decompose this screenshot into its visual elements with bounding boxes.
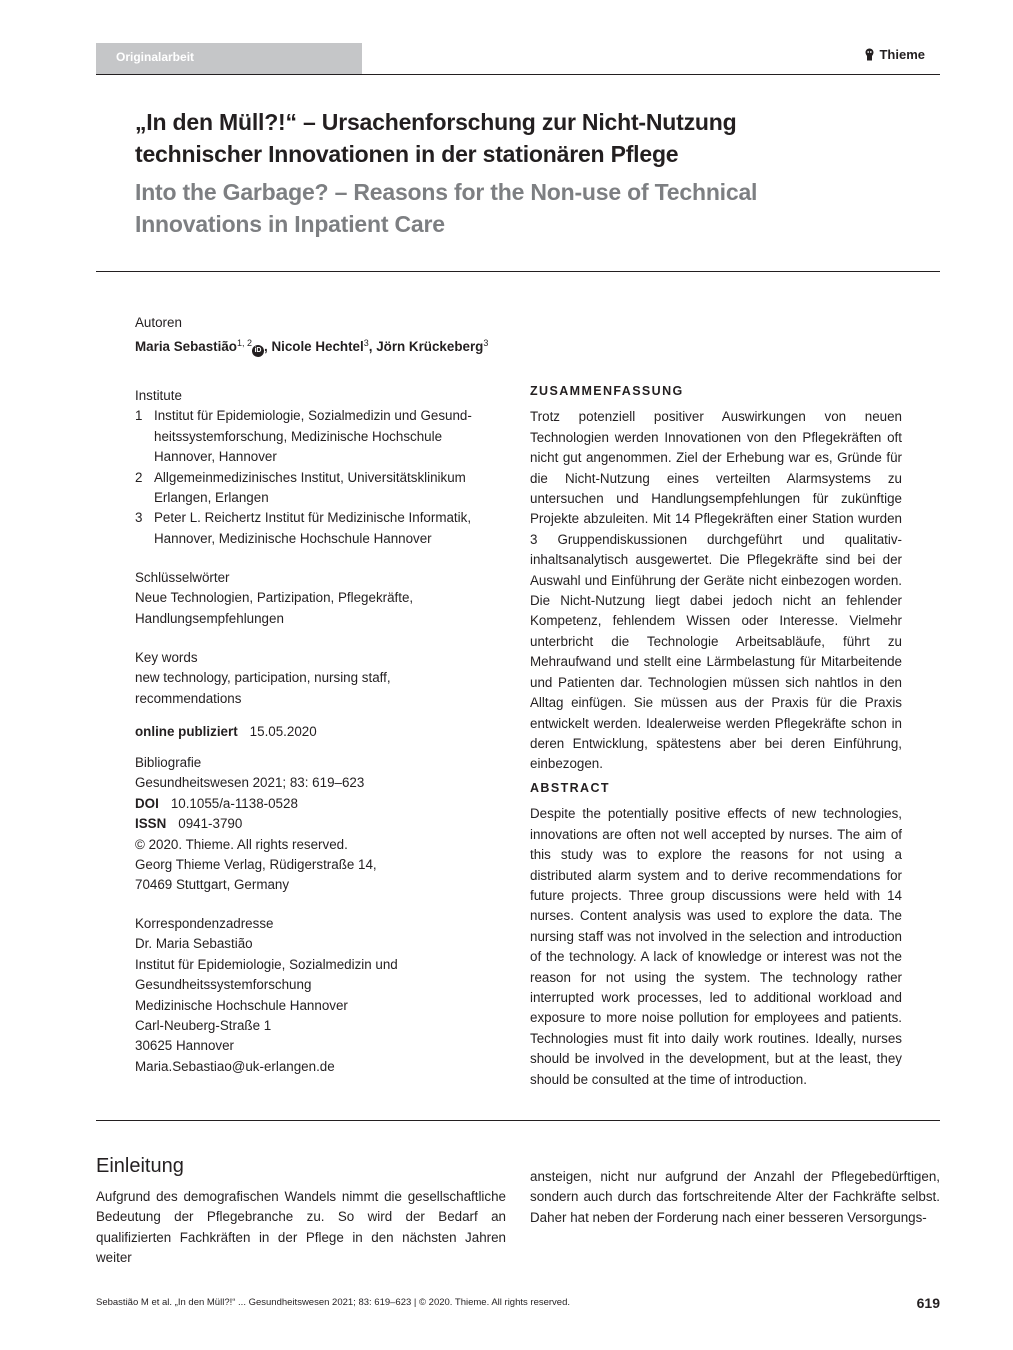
correspondence-line: Carl-Neuberg-Straße 1 <box>135 1018 272 1034</box>
abstract-block <box>530 778 902 1090</box>
zusammenfassung-heading: ZUSAMMENFASSUNG <box>530 384 684 398</box>
correspondence-line: Dr. Maria Sebastião <box>135 936 253 952</box>
author-affiliation: 3 <box>483 338 489 349</box>
authors-list: Maria Sebastião$^{1, 2}$iD , Nicole Hechtel$^3$, Jörn Krückeberg$^3$ <box>135 333 500 357</box>
doi-line: DOI 10.1055/a-1138-0528 <box>135 795 298 811</box>
title-english-line2: Innovations in Inpatient Care <box>135 211 445 237</box>
bibliography-heading: Bibliografie <box>135 755 202 770</box>
author-name: Maria Sebastião <box>135 339 237 355</box>
authors-heading: Autoren <box>135 315 182 330</box>
title-rule <box>96 271 940 272</box>
author-name: Jörn Krückeberg <box>376 339 484 355</box>
keywords-en-line: recommendations <box>135 690 242 706</box>
list-item: 2 Allgemeinmedizinisches Institut, Universitätsklinikum Erlangen, Erlangen <box>135 469 466 506</box>
email-link[interactable]: Maria.Sebastiao@uk-erlangen.de <box>135 1058 335 1074</box>
institutes-heading: Institute <box>135 388 182 403</box>
body-rule <box>96 1120 940 1121</box>
list-item: 3 Peter L. Reichertz Institut für Medizinische Informatik, Hannover, Medizinische Hochschule Hannover <box>135 510 472 546</box>
keywords-en-block <box>135 648 500 709</box>
section-heading-einleitung: Einleitung <box>96 1155 184 1177</box>
title-german-line2: technischer Innovationen in der stationären Pflege <box>135 141 679 167</box>
published-date: 15.05.2020 <box>249 724 317 739</box>
body-text-left: Aufgrund des demografischen Wandels nimmt die gesellschaftliche Bedeutung der Pflegebranche zu. So wird der Bedarf an qualifizierten Fachkräften in der Pflege in den nächsten Jahren weiter <box>96 1189 506 1266</box>
abstract-text: Despite the potentially positive effects of new technologies, innovations are often not well accepted by nurses. The aim of this study was to explore the reasons for not using a distributed alarm system and to derive recommendations for future projects. Three group discussions were held with 14 nurses. Content analysis was used to explore the data. The nursing staff was not involved in the selection and introduction of the technology. A lack of knowledge or interest was not the reason for not using the system. The technology rather interrupted work processes, led to additional workload and exposure to more noise pollution for employees and patients. Technologies must fit into daily work routines. Ideally, nurses should be involved in the development, but at the least, they should be consulted at the time of introduction. <box>530 806 902 1087</box>
title-german <box>135 106 895 170</box>
published-label: online publiziert <box>135 724 238 739</box>
keywords-en-line: new technology, participation, nursing staff, <box>135 670 391 686</box>
correspondence-block <box>135 914 500 1077</box>
orcid-icon[interactable]: iD <box>252 345 264 357</box>
keywords-de-heading: Schlüsselwörter <box>135 570 230 585</box>
footer-citation: Sebastião M et al. „In den Müll?!“ ... Gesundheitswesen 2021; 83: 619–623 | © 2020. Thieme. All rights reserved. <box>96 1297 571 1308</box>
header-rule <box>96 74 940 75</box>
title-german-line1: „In den Müll?!“ – Ursachenforschung zur Nicht-Nutzung <box>135 109 737 135</box>
section-label: Originalarbeit <box>96 43 362 74</box>
zusammenfassung-text: Trotz potenziell positiver Auswirkungen von neuen Technologien werden Innovationen von den Pflegekräften oft nicht gut angenommen. Ziel der Erhebung war es, Gründe für die Nicht-Nutzung eines verteilten Alarmsystems zu untersuchen und Handlungsempfehlungen für zukünftige Projekte abzuleiten. Mit 14 Pflegekräften einer Station wurden 3 Gruppendiskussionen durchgeführt und qualitativ-inhaltsanalytisch ausgewertet. Die Pflegekräfte sind bei der Auswahl und Einführung der Geräte nicht einbezogen worden. Die Nicht-Nutzung liegt dabei jedoch nicht an fehlender Kompetenz, fehlendem Wissen oder Interesse. Vielmehr unterbricht die Technologie Arbeitsabläufe, führt zu Mehraufwand und stellt eine Lärmbelastung für Mitarbeitende und Patienten dar. Technologien müssen sich nahtlos in den Alltag einfügen. Sie müssen aus der Praxis für die Praxis entwickelt werden. Idealerweise werden Pflegekräfte schon in deren Entwicklung, spätestens aber bei deren Einführung, einbezogen. <box>530 409 902 772</box>
publisher-address: Georg Thieme Verlag, Rüdigerstraße 14, <box>135 857 377 873</box>
bibliography-journal: Gesundheitswesen 2021; 83: 619–623 <box>135 775 365 791</box>
author-name: Nicole Hechtel <box>271 339 364 355</box>
correspondence-line: 30625 Hannover <box>135 1038 235 1054</box>
copyright-line: © 2020. Thieme. All rights reserved. <box>135 836 348 852</box>
list-item: 1 Institut für Epidemiologie, Sozialmedizin und Gesund- heitssystemforschung, Medizinische Hochschule Hannover, Hannover <box>135 408 472 465</box>
keywords-de-line: Neue Technologien, Partizipation, Pflegekräfte, <box>135 590 414 606</box>
zusammenfassung-block <box>530 381 902 775</box>
body-text-right: ansteigen, nicht nur aufgrund der Anzahl der Pflegebedürftigen, sondern auch durch das fortschreitende Alter der Fachkräfte selbst. Daher hat neben der Forderung nach einer besseren Versorgungs- <box>530 1169 940 1225</box>
publisher-name: Thieme <box>879 47 925 62</box>
correspondence-heading: Korrespondenzadresse <box>135 916 274 931</box>
correspondence-line: Medizinische Hochschule Hannover <box>135 997 348 1013</box>
abstract-heading: ABSTRACT <box>530 781 610 795</box>
author-affiliation: 3 <box>363 338 369 349</box>
issn-line: ISSN 0941-3790 <box>135 816 243 832</box>
correspondence-line: Institut für Epidemiologie, Sozialmedizin und <box>135 956 398 972</box>
doi-link[interactable]: 10.1055/a-1138-0528 <box>170 795 298 811</box>
keywords-de-block <box>135 568 500 629</box>
bibliography-block <box>135 753 500 896</box>
publisher-address: 70469 Stuttgart, Germany <box>135 877 290 893</box>
published-line <box>135 722 500 742</box>
correspondence-line: Gesundheitssystemforschung <box>135 977 312 993</box>
institutes-block <box>135 386 500 549</box>
institutes-list <box>135 406 500 549</box>
title-english <box>135 176 895 240</box>
publisher-logo <box>864 47 925 62</box>
thieme-emblem-icon <box>864 48 875 61</box>
keywords-de-line: Handlungsempfehlungen <box>135 610 284 626</box>
keywords-en-heading: Key words <box>135 650 198 665</box>
authors-block <box>135 313 500 358</box>
title-english-line1: Into the Garbage? – Reasons for the Non-use of Technical <box>135 179 758 205</box>
author-affiliation: 1, 2 <box>236 338 252 349</box>
page-number: 619 <box>916 1295 940 1311</box>
